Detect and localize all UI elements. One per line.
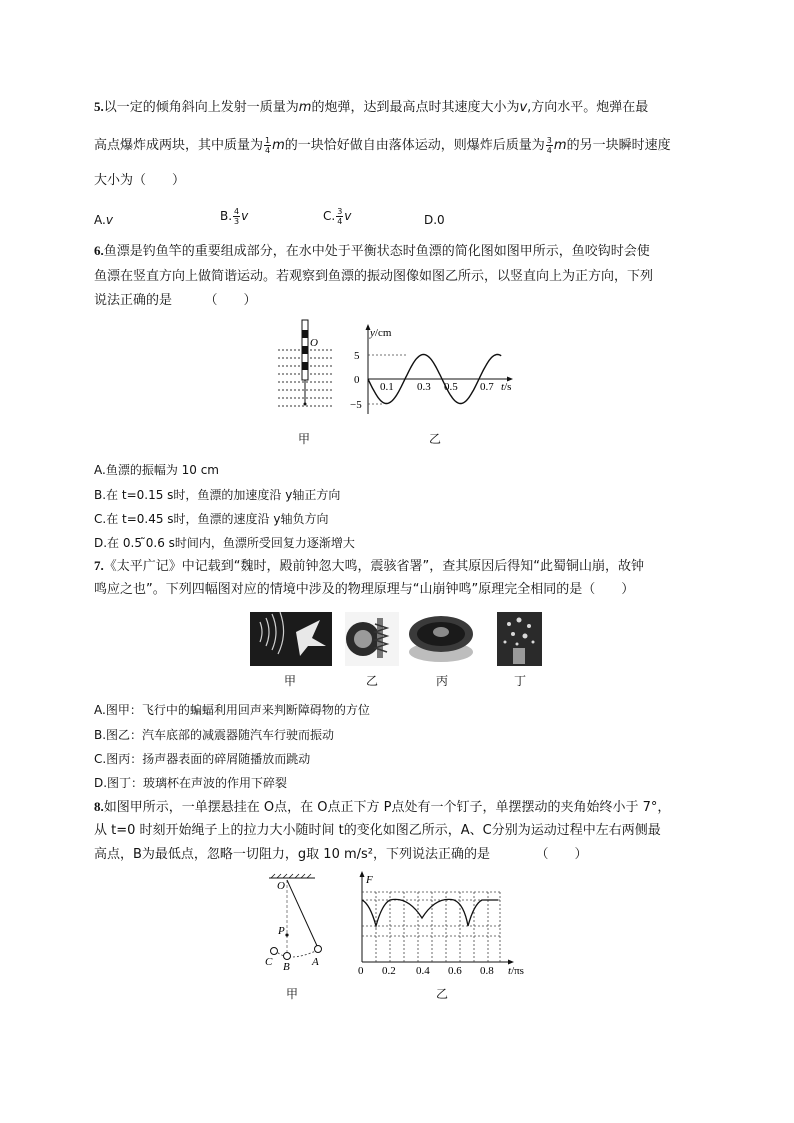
q6-option-a[interactable]: A.鱼漂的振幅为 10 cm <box>94 463 219 477</box>
option-prefix: A. <box>94 213 106 227</box>
var-v: v <box>241 209 249 223</box>
q7-option-b[interactable]: B.图乙：汽车底部的减震器随汽车行驶而振动 <box>94 728 335 742</box>
q5-text: ,方向水平。炮弹在最 <box>527 100 649 115</box>
frac-numerator: 4 <box>234 207 240 216</box>
frac-denominator: 3 <box>234 217 240 226</box>
t-axis-label: t/s <box>501 381 512 393</box>
fraction <box>264 136 271 155</box>
float-body <box>302 320 308 406</box>
q7-option-d[interactable]: D.图丁：玻璃杯在声波的作用下碎裂 <box>94 776 288 790</box>
q5-option-b[interactable] <box>220 207 248 226</box>
label-o: O <box>310 337 318 349</box>
frac-numerator: 3 <box>337 207 343 216</box>
q5-text: 高点爆炸成两块，其中质量为 <box>94 138 264 153</box>
q5-option-a[interactable] <box>94 213 113 227</box>
q6-caption-jia: 甲 <box>298 432 311 446</box>
frac-denominator: 4 <box>265 146 271 155</box>
q8-line3: 高点，B为最低点，忽略一切阻力，g取 10 m/s²，下列说法正确的是 （ ） <box>94 847 588 862</box>
f-axis-label: F <box>366 874 373 886</box>
var-m: m <box>272 138 285 153</box>
fraction <box>233 207 240 226</box>
q5-option-d[interactable]: D.0 <box>424 213 445 227</box>
q7-number: 7. <box>94 558 104 573</box>
q8-caption-yi: 乙 <box>436 987 449 1001</box>
x-tick-label: 0.1 <box>380 381 394 393</box>
fraction <box>546 136 553 155</box>
q6-text: 鱼漂是钓鱼竿的重要组成部分，在水中处于平衡状态时鱼漂的简化图如图甲所示，鱼咬钩时会使 <box>103 244 650 259</box>
bob-a <box>315 946 322 953</box>
option-prefix: C. <box>323 209 336 223</box>
q8-line2: 从 t=0 时刻开始绳子上的拉力大小随时间 t的变化如图乙所示，A、C分别为运动过程中左右两侧最 <box>94 823 661 838</box>
q6-figure-float <box>272 318 342 418</box>
pendulum-string <box>287 880 318 948</box>
x-tick-label: 0.5 <box>444 381 458 393</box>
q7-option-c[interactable]: C.图丙：扬声器表面的碎屑随播放而跳动 <box>94 752 311 766</box>
frac-numerator: 1 <box>265 136 271 145</box>
speaker-image <box>405 612 477 666</box>
q5-line3: 大小为（ ） <box>94 173 186 188</box>
bob-b <box>284 953 291 960</box>
q8-number: 8. <box>94 799 104 814</box>
q8-pendulum-figure <box>255 872 335 972</box>
frac-denominator: 4 <box>337 217 343 226</box>
breaking-glass-image <box>497 612 542 666</box>
q7-line2: 鸣应之也”。下列四幅图对应的情境中涉及的物理原理与“山崩钟鸣”原理完全相同的是（ ） <box>94 582 635 597</box>
x-tick-label: 0.4 <box>416 965 430 977</box>
label-p: P <box>278 925 285 937</box>
option-prefix: B. <box>220 209 233 223</box>
q6-line2: 鱼漂在竖直方向上做简谐运动。若观察到鱼漂的振动图像如图乙所示，以竖直向上为正方向，下列 <box>94 269 654 284</box>
q7-caption-ding: 丁 <box>514 674 527 688</box>
q6-number: 6. <box>94 243 104 258</box>
label-o: O <box>277 880 285 892</box>
q7-caption-jia: 甲 <box>284 674 297 688</box>
q5-text: 的一块恰好做自由落体运动，则爆炸后质量为 <box>284 138 545 153</box>
label-a: A <box>312 956 319 968</box>
y-tick-label: 0 <box>354 374 360 386</box>
var-m: m <box>553 138 567 153</box>
x-tick-label: 0.8 <box>480 965 494 977</box>
shock-absorber-image <box>345 612 399 666</box>
bat-echo-image <box>250 612 332 666</box>
frac-denominator: 4 <box>546 146 552 155</box>
fraction <box>336 207 343 226</box>
q7-text: 《太平广记》中记载到“魏时，殿前钟忽大鸣，震骇省署”，查其原因后得知“此蜀铜山崩，故钟 <box>103 559 644 574</box>
y-axis-label: y/cm <box>370 327 392 339</box>
f-axis-arrow <box>360 871 365 877</box>
q7-caption-bing: 丙 <box>436 674 449 688</box>
label-b: B <box>283 961 290 972</box>
q8-force-graph <box>350 870 535 978</box>
y-tick-label: −5 <box>350 399 362 411</box>
q7-caption-yi: 乙 <box>366 674 379 688</box>
q6-line3: 说法正确的是 （ ） <box>94 293 257 308</box>
q5-line2 <box>94 136 671 155</box>
nail-p <box>285 933 288 936</box>
q6-option-c[interactable]: C.在 t=0.45 s时，鱼漂的速度沿 y轴负方向 <box>94 512 329 526</box>
y-tick-label: 5 <box>354 350 360 362</box>
ceiling-hatch <box>271 874 311 878</box>
x-tick-label: 0.7 <box>480 381 494 393</box>
q6-line1 <box>94 242 650 261</box>
q7-line1 <box>94 557 644 576</box>
q5-number: 5. <box>94 99 104 114</box>
q6-option-b[interactable]: B.在 t=0.15 s时，鱼漂的加速度沿 y轴正方向 <box>94 488 341 502</box>
x-tick-label: 0.3 <box>417 381 431 393</box>
x-tick-label: 0 <box>358 965 364 977</box>
t-axis-label: t/πs <box>508 965 524 977</box>
q6-option-d[interactable]: D.在 0.5 ̃0.6 s时间内，鱼漂所受回复力逐渐增大 <box>94 536 355 550</box>
x-tick-label: 0.6 <box>448 965 462 977</box>
q8-caption-jia: 甲 <box>286 987 299 1001</box>
q8-line1 <box>94 798 670 817</box>
t-axis-arrow <box>508 960 514 965</box>
frac-numerator: 3 <box>546 136 552 145</box>
q6-caption-yi: 乙 <box>429 432 442 446</box>
q5-text: 的另一块瞬时速度 <box>566 138 671 153</box>
q5-line1 <box>94 98 648 117</box>
var-v: v <box>519 100 528 115</box>
force-curve <box>362 899 498 926</box>
q7-option-a[interactable]: A.图甲：飞行中的蝙蝠利用回声来判断障碍物的方位 <box>94 703 370 717</box>
var-v: v <box>105 213 113 227</box>
label-c: C <box>265 956 273 968</box>
q5-text: 的炮弹，达到最高点时其速度大小为 <box>311 100 520 115</box>
var-v: v <box>344 209 352 223</box>
q5-text: 以一定的倾角斜向上发射一质量为 <box>103 100 299 115</box>
var-m: m <box>298 100 312 115</box>
q5-option-c[interactable] <box>323 207 351 226</box>
bob-c <box>271 948 278 955</box>
x-tick-label: 0.2 <box>382 965 396 977</box>
q8-text: 如图甲所示，一单摆悬挂在 O点，在 O点正下方 P点处有一个钉子，单摆摆动的夹角始终小于 7°， <box>103 800 671 815</box>
q6-vibration-graph <box>350 322 525 418</box>
